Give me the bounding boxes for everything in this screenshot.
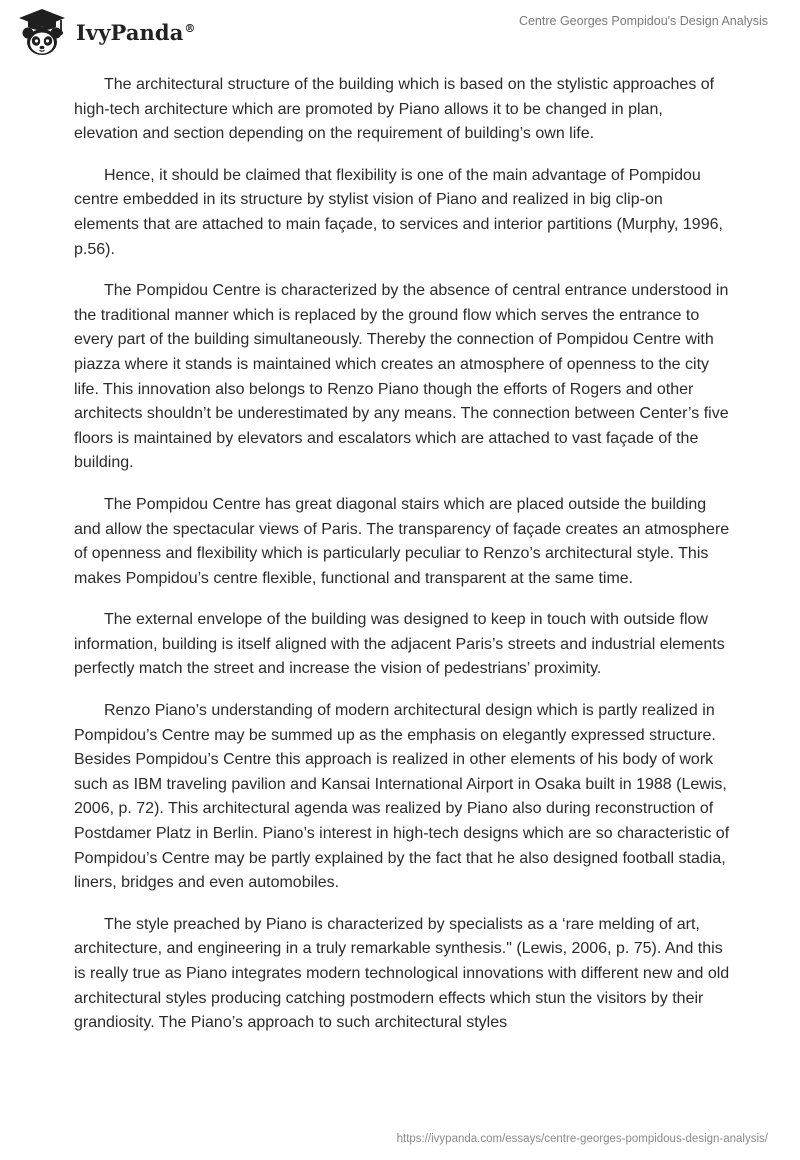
- source-url-link[interactable]: https://ivypanda.com/essays/centre-georges-pompidous-design-analysis/: [396, 1133, 768, 1145]
- document-title: Centre Georges Pompidou's Design Analysis: [518, 14, 768, 28]
- paragraph: The architectural structure of the building which is based on the stylistic approaches of high-tech architecture which are promoted by Piano allows it to be changed in plan, elevation and section depending on the requirement of building’s own life.: [74, 76, 715, 143]
- paragraph: The Pompidou Centre has great diagonal stairs which are placed outside the building and allow the spectacular views of Paris. The transparency of façade creates an atmosphere of openness and flexibility which is particularly peculiar to Renzo’s architectural style. This makes Pompidou’s centre flexible, functional and transparent at the same time.: [74, 495, 730, 587]
- paragraph: Renzo Piano’s understanding of modern architectural design which is partly realized in Pompidou’s Centre may be summed up as the emphasis on elegantly expressed structure. Besides Pompidou’s Centre this approach is realized in other elements of his body of work such as IBM traveling pavilion and Kansai International Airport in Osaka built in 1988 (Lewis, 2006, p. 72). This architectural agenda was realized by Piano also during reconstruction of Postdamer Platz in Berlin. Piano’s interest in high-tech designs which are so characteristic of Pompidou’s Centre may be partly explained by the fact that he also designed football stadia, liners, bridges and even automobiles.: [74, 702, 730, 892]
- essay-body: [74, 73, 730, 1053]
- logo-wordmark: IvyPanda®: [76, 19, 196, 45]
- panda-graduate-icon: [14, 8, 70, 58]
- page-header: [0, 0, 800, 66]
- paragraph: Hence, it should be claimed that flexibility is one of the main advantage of Pompidou centre embedded in its structure by stylist vision of Piano and realized in big clip-on elements that are attached to main façade, to services and interior partitions (Murphy, 1996, p.56).: [74, 166, 723, 258]
- ivypanda-logo[interactable]: [14, 8, 196, 58]
- paragraph: The Pompidou Centre is characterized by the absence of central entrance understood in the traditional manner which is replaced by the ground flow which serves the entrance to every part of the building simultaneously. Thereby the connection of Pompidou Centre with piazza where it stands is maintained which creates an atmosphere of openness to the city life. This innovation also belongs to Renzo Piano though the efforts of Rogers and other architects shouldn’t be underestimated by any means. The connection between Center’s five floors is maintained by elevators and escalators which are attached to vast façade of the building.: [74, 282, 729, 472]
- paragraph: The style preached by Piano is characterized by specialists as a ‘rare melding of art, architecture, and engineering in a truly remarkable synthesis." (Lewis, 2006, p. 75). And this is really true as Piano integrates modern technological innovations with different new and old architectural styles producing catching postmodern effects which stun the visitors by their grandiosity. The Piano’s approach to such architectural styles: [74, 915, 730, 1032]
- paragraph: The external envelope of the building was designed to keep in touch with outside flow information, building is itself aligned with the adjacent Paris’s streets and industrial elements perfectly match the street and increase the vision of pedestrians’ proximity.: [74, 611, 725, 678]
